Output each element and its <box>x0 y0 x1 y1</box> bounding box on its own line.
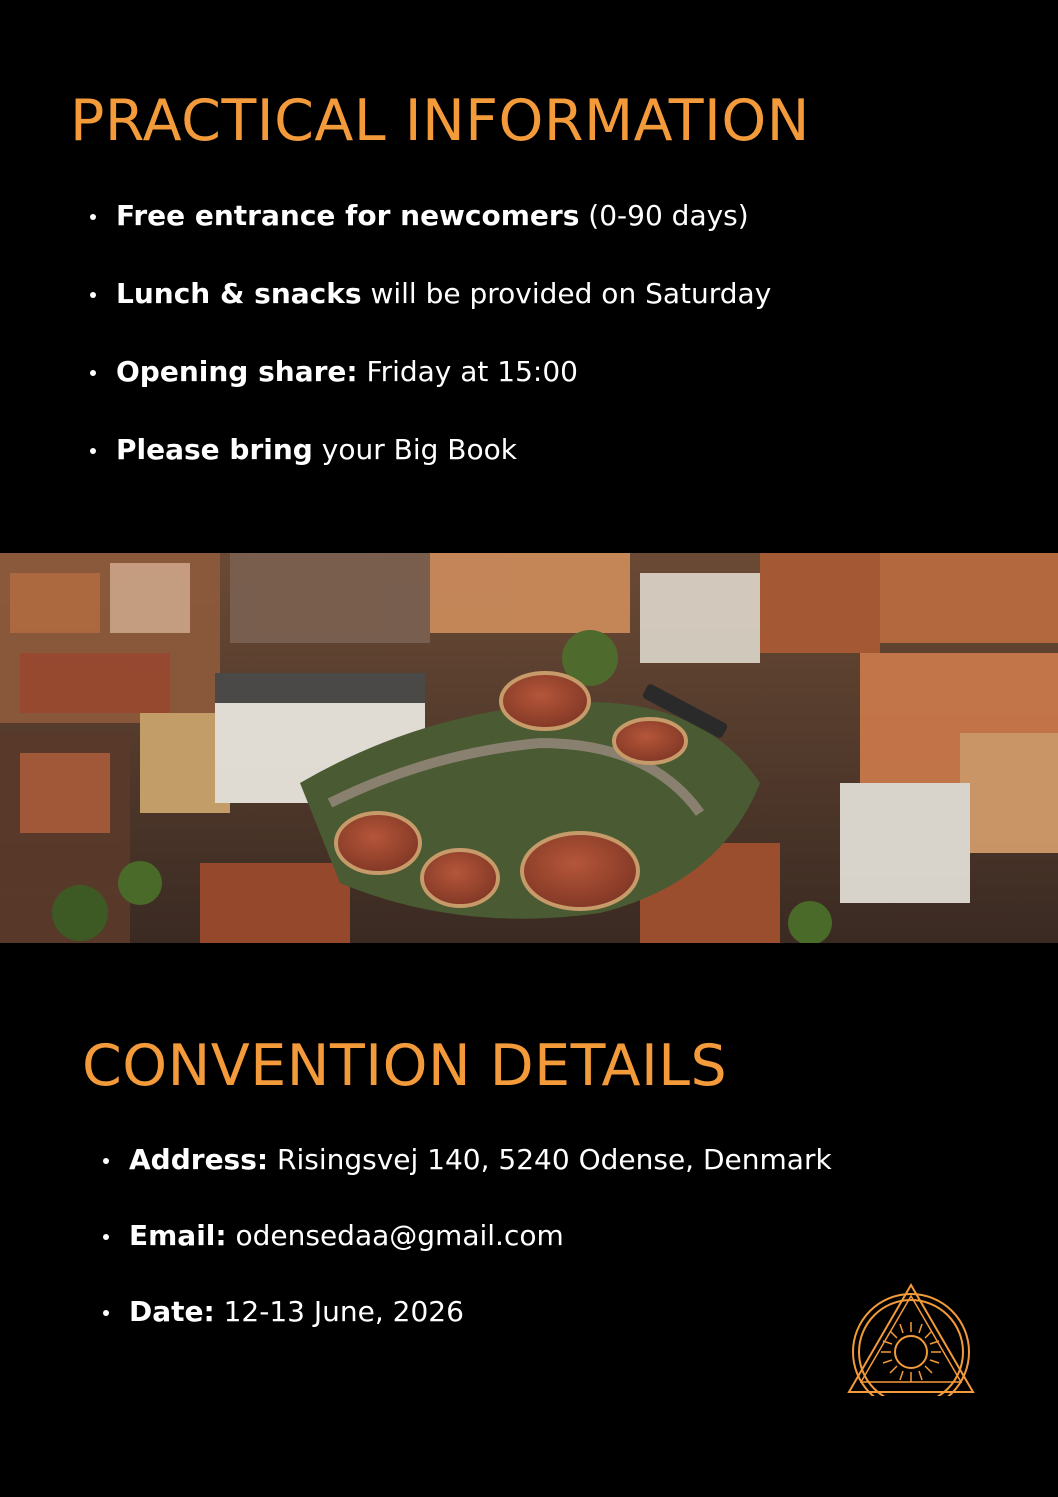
list-item: Email: odensedaa@gmail.com <box>129 1218 832 1254</box>
aerial-city-photo <box>0 553 1058 943</box>
list-item: Address: Risingsvej 140, 5240 Odense, Denmark <box>129 1143 832 1176</box>
list-item: Opening share: Friday at 15:00 <box>116 354 771 390</box>
convention-details-list <box>129 1142 832 1370</box>
convention-details-heading: CONVENTION DETAILS <box>82 1033 728 1099</box>
list-item: Date: 12-13 June, 2026 <box>129 1294 832 1330</box>
practical-information-heading: PRACTICAL INFORMATION <box>70 88 810 154</box>
list-item: Lunch & snacks will be provided on Saturday <box>116 277 772 310</box>
practical-information-list <box>116 198 771 510</box>
triangle-circle-sun-logo-icon <box>846 1282 976 1396</box>
list-item: Please bring your Big Book <box>116 432 771 468</box>
list-item: Free entrance for newcomers (0-90 days) <box>116 198 771 234</box>
